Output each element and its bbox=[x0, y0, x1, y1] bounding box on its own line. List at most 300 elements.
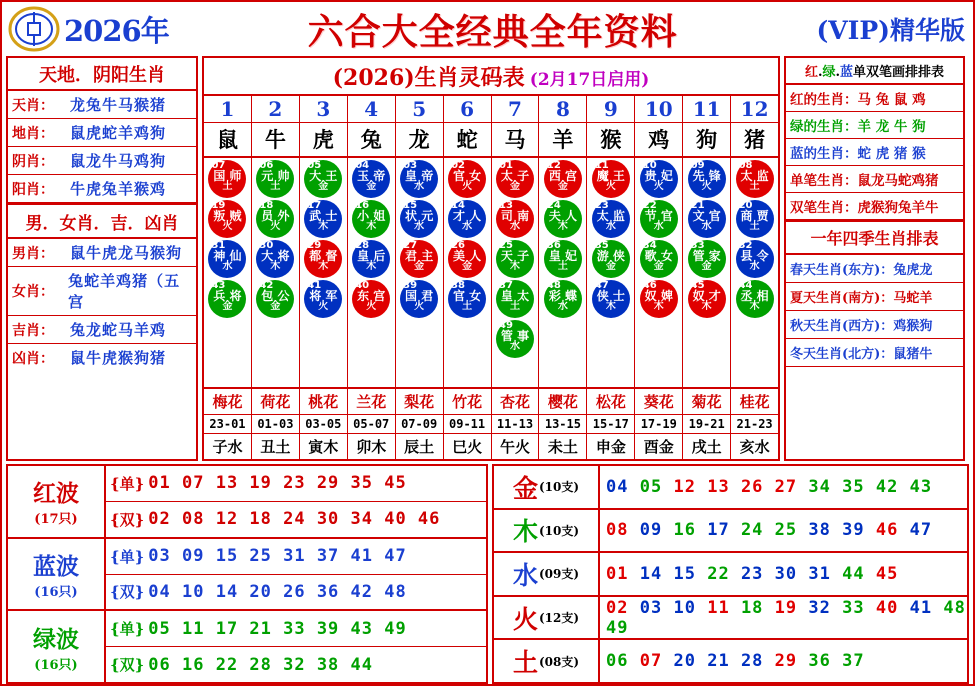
zodiac-column bbox=[348, 96, 396, 459]
ball-word: 兵 将 bbox=[213, 288, 242, 303]
number-ball[interactable] bbox=[400, 240, 438, 278]
ball-number: 06 bbox=[259, 160, 274, 171]
zodiac-name: 蛇 bbox=[444, 123, 491, 158]
ball-number: 43 bbox=[211, 280, 226, 291]
ball-element: 水 bbox=[653, 220, 664, 232]
element-number: 19 bbox=[774, 597, 798, 618]
ball-number: 01 bbox=[498, 160, 513, 171]
ball-list bbox=[587, 158, 634, 387]
zodiac-name: 羊 bbox=[539, 123, 586, 158]
ball-element: 木 bbox=[366, 220, 377, 232]
wave-name: 红波 bbox=[33, 480, 79, 508]
ball-number: 37 bbox=[498, 280, 513, 291]
ball-element: 水 bbox=[749, 260, 760, 272]
number-ball[interactable] bbox=[736, 240, 774, 278]
season-row bbox=[786, 339, 963, 367]
number-ball[interactable] bbox=[304, 200, 342, 238]
ball-element: 木 bbox=[318, 260, 329, 272]
column-index: 1 bbox=[204, 96, 251, 123]
element-name: 金 bbox=[512, 473, 538, 503]
bottom-section bbox=[6, 464, 969, 684]
element-number: 13 bbox=[707, 476, 730, 497]
number-ball[interactable] bbox=[256, 160, 294, 198]
number-ball[interactable] bbox=[304, 160, 342, 198]
center-panel bbox=[202, 56, 780, 461]
ball-element: 木 bbox=[557, 220, 568, 232]
number-ball[interactable] bbox=[208, 280, 246, 318]
element-number: 38 bbox=[808, 520, 831, 541]
branch-element: 辰土 bbox=[404, 438, 435, 456]
wave-line bbox=[106, 539, 486, 575]
left-panel bbox=[6, 56, 198, 461]
column-index: 2 bbox=[252, 96, 299, 123]
element-number: 22 bbox=[707, 563, 730, 584]
number-ball[interactable] bbox=[688, 200, 726, 238]
branch-element: 丑土 bbox=[260, 438, 291, 456]
season-row bbox=[786, 311, 963, 339]
wave-parity-tag: {单} bbox=[110, 547, 145, 566]
ball-element: 金 bbox=[366, 180, 377, 192]
number-ball[interactable] bbox=[400, 200, 438, 238]
element-numbers bbox=[600, 598, 967, 638]
number-ball[interactable] bbox=[592, 240, 630, 278]
ball-number: 48 bbox=[546, 280, 561, 291]
flower-name: 梨花 bbox=[396, 387, 443, 415]
ball-element: 土 bbox=[509, 300, 520, 312]
ball-number: 24 bbox=[546, 200, 561, 211]
ball-number: 18 bbox=[259, 200, 274, 211]
wave-parity-tag: {双} bbox=[110, 510, 145, 529]
ball-number: 40 bbox=[355, 280, 370, 291]
ball-list bbox=[635, 158, 682, 387]
element-table bbox=[492, 464, 969, 684]
flower-name: 桃花 bbox=[300, 387, 347, 415]
ball-number: 04 bbox=[355, 160, 370, 171]
ball-number: 05 bbox=[307, 160, 322, 171]
main-columns bbox=[6, 56, 969, 461]
hour-range: 19-21 bbox=[683, 415, 730, 434]
vip-badge: (VIP)精华版 bbox=[816, 16, 965, 45]
ball-word: 官 女 bbox=[452, 168, 482, 183]
element-number: 49 bbox=[606, 617, 629, 638]
ball-word: 元 帅 bbox=[261, 168, 290, 183]
ball-element: 火 bbox=[462, 180, 473, 192]
season-title: 一年四季生肖排表 bbox=[786, 220, 963, 255]
ball-word: 侠 士 bbox=[596, 288, 625, 303]
ball-element: 木 bbox=[509, 260, 520, 272]
number-ball[interactable] bbox=[592, 280, 630, 318]
ball-number: 23 bbox=[594, 200, 609, 211]
ball-number: 26 bbox=[451, 240, 465, 251]
zodiac-column bbox=[396, 96, 444, 459]
number-ball[interactable] bbox=[496, 240, 534, 278]
element-name: 水 bbox=[512, 560, 538, 590]
stroke-row bbox=[786, 193, 963, 220]
ball-element: 水 bbox=[462, 220, 473, 232]
ball-element: 金 bbox=[605, 260, 616, 272]
element-number: 12 bbox=[673, 476, 696, 497]
season-value: 马蛇羊 bbox=[893, 291, 933, 306]
page-header bbox=[4, 4, 971, 54]
ball-word: 状 元 bbox=[405, 208, 434, 223]
element-count: (09支) bbox=[538, 567, 580, 582]
row-value: 兔龙蛇马羊鸡 bbox=[70, 321, 167, 339]
ball-word: 皇 妃 bbox=[548, 248, 577, 263]
title-part-green: 绿 bbox=[822, 65, 836, 80]
element-count: (10支) bbox=[538, 523, 580, 538]
ball-list bbox=[683, 158, 730, 387]
flower-name: 菊花 bbox=[683, 387, 730, 415]
hour-range: 23-01 bbox=[204, 415, 251, 434]
ball-number: 49 bbox=[498, 320, 513, 331]
flower-name: 杏花 bbox=[492, 387, 539, 415]
ball-number: 32 bbox=[738, 240, 753, 251]
flower-name: 松花 bbox=[587, 387, 634, 415]
ball-element: 金 bbox=[462, 260, 473, 272]
ball-number: 17 bbox=[307, 200, 322, 211]
number-ball[interactable] bbox=[448, 200, 486, 238]
ball-number: 34 bbox=[642, 240, 657, 251]
number-ball[interactable] bbox=[400, 280, 438, 318]
wave-parity-tag: {单} bbox=[110, 620, 145, 639]
column-index: 11 bbox=[683, 96, 730, 123]
number-ball[interactable] bbox=[496, 160, 534, 198]
ball-word: 武 士 bbox=[309, 208, 338, 223]
column-index: 12 bbox=[731, 96, 778, 123]
ball-number: 44 bbox=[738, 280, 753, 291]
element-number: 44 bbox=[842, 563, 865, 584]
wave-line bbox=[106, 502, 486, 537]
list-item bbox=[8, 316, 196, 344]
wave-numbers: 06 16 22 28 32 38 44 bbox=[148, 654, 373, 675]
ball-number: 41 bbox=[307, 280, 322, 291]
left-panel-subtitle: 男．女肖．吉．凶肖 bbox=[8, 203, 196, 239]
number-ball[interactable] bbox=[544, 200, 582, 238]
number-ball[interactable] bbox=[208, 240, 246, 278]
zodiac-column bbox=[204, 96, 252, 459]
number-ball[interactable] bbox=[640, 280, 678, 318]
number-ball[interactable] bbox=[304, 240, 342, 278]
ball-word: 丞 相 bbox=[740, 288, 769, 303]
number-ball[interactable] bbox=[352, 280, 390, 318]
zodiac-column bbox=[539, 96, 587, 459]
hour-range: 01-03 bbox=[252, 415, 299, 434]
element-number: 40 bbox=[875, 597, 899, 618]
wave-count: (17只) bbox=[34, 512, 78, 528]
element-number: 47 bbox=[909, 520, 933, 541]
page-title: 六合大全经典全年资料 bbox=[307, 10, 678, 53]
ball-word: 文 官 bbox=[692, 208, 721, 223]
flower-name: 兰花 bbox=[348, 387, 395, 415]
number-ball[interactable] bbox=[448, 240, 486, 278]
ball-element: 火 bbox=[605, 180, 616, 192]
zodiac-column bbox=[731, 96, 778, 459]
element-name: 土 bbox=[512, 648, 538, 678]
wave-lines bbox=[106, 539, 486, 610]
number-ball[interactable] bbox=[736, 160, 774, 198]
ball-word: 先 锋 bbox=[692, 168, 721, 183]
wave-block bbox=[8, 539, 486, 612]
wave-numbers: 01 07 13 19 23 29 35 45 bbox=[148, 473, 407, 494]
element-number: 30 bbox=[774, 563, 798, 584]
row-label: 女肖： bbox=[12, 284, 54, 300]
number-ball[interactable] bbox=[640, 240, 678, 278]
element-numbers bbox=[600, 564, 967, 584]
ball-number: 30 bbox=[259, 240, 274, 251]
ball-word: 节 官 bbox=[644, 208, 673, 223]
element-row bbox=[494, 640, 967, 682]
element-number: 11 bbox=[707, 597, 730, 618]
ball-word: 太 监 bbox=[740, 168, 769, 183]
right-panel-title: 红.绿.蓝单双笔画排排表 bbox=[786, 58, 963, 85]
ball-element: 火 bbox=[318, 300, 329, 312]
wave-name-cell bbox=[8, 611, 106, 682]
number-ball[interactable] bbox=[640, 160, 678, 198]
ball-element: 木 bbox=[653, 300, 664, 312]
wave-numbers: 04 10 14 20 26 36 42 48 bbox=[148, 581, 407, 602]
season-label: 夏天生肖(南方)： bbox=[790, 291, 894, 306]
season-value: 鼠猪牛 bbox=[893, 347, 933, 362]
hour-range: 09-11 bbox=[444, 415, 491, 434]
element-number: 06 bbox=[606, 651, 629, 672]
ball-word: 将 军 bbox=[309, 288, 338, 303]
number-ball[interactable] bbox=[640, 200, 678, 238]
element-name-cell bbox=[494, 466, 600, 508]
wave-count: (16只) bbox=[34, 585, 78, 600]
ball-element: 金 bbox=[557, 180, 568, 192]
zodiac-name: 猴 bbox=[587, 123, 634, 158]
element-row bbox=[494, 553, 967, 597]
number-ball[interactable] bbox=[304, 280, 342, 318]
number-ball[interactable] bbox=[256, 240, 294, 278]
number-ball[interactable] bbox=[400, 160, 438, 198]
color-stroke-list bbox=[786, 85, 963, 220]
column-index: 10 bbox=[635, 96, 682, 123]
number-ball[interactable] bbox=[592, 160, 630, 198]
element-number: 34 bbox=[808, 476, 831, 497]
ball-word: 官 女 bbox=[452, 288, 482, 303]
ball-number: 28 bbox=[355, 240, 370, 251]
branch-element: 巳火 bbox=[452, 438, 483, 456]
ball-element: 火 bbox=[366, 300, 377, 312]
stroke-label: 红的生肖： bbox=[790, 92, 858, 108]
ball-element: 土 bbox=[462, 300, 473, 312]
row-value: 鼠龙牛马鸡狗 bbox=[70, 152, 167, 170]
number-ball[interactable] bbox=[352, 240, 390, 278]
season-label: 春天生肖(东方)： bbox=[790, 263, 894, 278]
number-ball[interactable] bbox=[496, 320, 534, 358]
hour-range: 17-19 bbox=[635, 415, 682, 434]
wave-name-cell bbox=[8, 539, 106, 610]
list-item bbox=[8, 147, 196, 175]
number-ball[interactable] bbox=[736, 200, 774, 238]
element-name-cell bbox=[494, 553, 600, 595]
row-label: 地肖： bbox=[12, 125, 54, 142]
column-index: 4 bbox=[348, 96, 395, 123]
branch-element: 午火 bbox=[499, 438, 530, 456]
zodiac-name: 虎 bbox=[300, 123, 347, 158]
ball-number: 20 bbox=[738, 200, 753, 211]
element-number: 29 bbox=[774, 651, 798, 672]
wave-lines bbox=[106, 466, 486, 537]
ball-element: 火 bbox=[414, 300, 425, 312]
ball-element: 金 bbox=[414, 260, 425, 272]
element-number: 43 bbox=[909, 476, 933, 497]
hour-range: 03-05 bbox=[300, 415, 347, 434]
element-number: 28 bbox=[740, 651, 764, 672]
ball-word: 大 王 bbox=[309, 168, 338, 183]
season-value: 鸡猴狗 bbox=[893, 319, 933, 334]
ball-list bbox=[731, 158, 778, 387]
ball-number: 12 bbox=[546, 160, 561, 171]
ball-element: 水 bbox=[557, 300, 568, 312]
ball-element: 土 bbox=[749, 220, 760, 232]
element-number: 02 bbox=[606, 597, 629, 618]
ball-number: 10 bbox=[642, 160, 657, 171]
number-ball[interactable] bbox=[256, 280, 294, 318]
branch-element: 亥水 bbox=[739, 438, 770, 456]
branch-element: 申金 bbox=[595, 438, 626, 456]
number-ball[interactable] bbox=[592, 200, 630, 238]
ball-number: 09 bbox=[690, 160, 705, 171]
ball-list bbox=[444, 158, 491, 387]
ball-number: 13 bbox=[498, 200, 513, 211]
column-index: 9 bbox=[587, 96, 634, 123]
number-ball[interactable] bbox=[496, 280, 534, 318]
number-ball[interactable] bbox=[448, 280, 486, 318]
element-name-cell bbox=[494, 640, 600, 682]
right-panel bbox=[784, 56, 965, 461]
ball-word: 彩 蝶 bbox=[548, 288, 577, 303]
number-ball[interactable] bbox=[208, 160, 246, 198]
ball-word: 神 仙 bbox=[213, 248, 242, 263]
ball-word: 皇 后 bbox=[357, 248, 386, 263]
hour-range: 13-15 bbox=[539, 415, 586, 434]
ball-element: 金 bbox=[509, 180, 520, 192]
ball-number: 35 bbox=[594, 240, 609, 251]
ball-word: 美 人 bbox=[452, 248, 482, 263]
ball-word: 包 公 bbox=[261, 288, 290, 303]
element-number: 33 bbox=[842, 597, 865, 618]
wave-lines bbox=[106, 611, 486, 682]
element-number: 14 bbox=[639, 563, 663, 584]
stroke-label: 双笔生肖： bbox=[790, 200, 858, 216]
element-row bbox=[494, 597, 967, 641]
ball-word: 西 宫 bbox=[548, 168, 577, 183]
ball-word: 才 人 bbox=[452, 208, 482, 223]
list-item bbox=[8, 119, 196, 147]
ball-word: 歌 女 bbox=[644, 248, 673, 263]
center-title-sub: (2月17日启用) bbox=[529, 70, 650, 90]
column-index: 6 bbox=[444, 96, 491, 123]
flower-name: 梅花 bbox=[204, 387, 251, 415]
element-number: 18 bbox=[740, 597, 764, 618]
ball-list bbox=[204, 158, 251, 387]
zodiac-name: 马 bbox=[492, 123, 539, 158]
ball-element: 木 bbox=[318, 220, 329, 232]
hour-range: 21-23 bbox=[731, 415, 778, 434]
number-ball[interactable] bbox=[736, 280, 774, 318]
number-ball[interactable] bbox=[688, 160, 726, 198]
number-ball[interactable] bbox=[544, 240, 582, 278]
zodiac-column bbox=[683, 96, 731, 459]
element-name: 木 bbox=[512, 517, 538, 547]
wave-line bbox=[106, 611, 486, 647]
ball-element: 土 bbox=[749, 180, 760, 192]
ball-number: 45 bbox=[690, 280, 705, 291]
ball-element: 金 bbox=[653, 260, 664, 272]
ball-word: 魔 王 bbox=[596, 168, 625, 183]
row-value: 龙兔牛马猴猪 bbox=[70, 96, 167, 114]
ball-element: 火 bbox=[701, 180, 712, 192]
element-number: 21 bbox=[707, 651, 730, 672]
number-ball[interactable] bbox=[448, 160, 486, 198]
zodiac-name: 兔 bbox=[348, 123, 395, 158]
ball-word: 商 贾 bbox=[740, 208, 769, 223]
branch-element: 子水 bbox=[212, 438, 243, 456]
ball-word: 玉 帝 bbox=[357, 168, 386, 183]
element-name: 火 bbox=[512, 604, 538, 634]
ball-list bbox=[348, 158, 395, 387]
title-part-red: 红 bbox=[804, 65, 818, 80]
wave-parity-tag: {双} bbox=[110, 583, 145, 602]
element-numbers bbox=[600, 520, 967, 540]
element-row bbox=[494, 510, 967, 554]
stroke-value: 鼠龙马蛇鸡猪 bbox=[857, 173, 939, 189]
list-item bbox=[8, 267, 196, 316]
number-ball[interactable] bbox=[688, 280, 726, 318]
ball-word: 国 君 bbox=[405, 288, 434, 303]
title-part-rest: 单双笔画排排表 bbox=[853, 65, 945, 80]
stroke-row bbox=[786, 85, 963, 112]
element-number: 05 bbox=[639, 476, 663, 497]
ball-word: 君 主 bbox=[405, 248, 434, 263]
ball-element: 水 bbox=[605, 220, 616, 232]
element-number: 27 bbox=[774, 476, 798, 497]
number-ball[interactable] bbox=[256, 200, 294, 238]
ball-number: 19 bbox=[211, 200, 226, 211]
element-number: 25 bbox=[774, 520, 798, 541]
branch-element: 寅木 bbox=[308, 438, 339, 456]
number-ball[interactable] bbox=[496, 200, 534, 238]
number-ball[interactable] bbox=[544, 160, 582, 198]
zodiac-column bbox=[492, 96, 540, 459]
ball-element: 水 bbox=[509, 340, 520, 352]
element-number: 15 bbox=[673, 563, 696, 584]
list-item bbox=[8, 239, 196, 267]
ball-word: 太 子 bbox=[500, 168, 530, 183]
ball-word: 奴 才 bbox=[692, 288, 721, 303]
element-number: 31 bbox=[808, 563, 831, 584]
ball-number: 31 bbox=[211, 240, 226, 251]
list-item bbox=[8, 91, 196, 119]
stroke-value: 虎猴狗兔羊牛 bbox=[857, 200, 939, 216]
ball-number: 25 bbox=[498, 240, 513, 251]
element-number: 01 bbox=[606, 563, 629, 584]
zodiac-column bbox=[252, 96, 300, 459]
number-ball[interactable] bbox=[688, 240, 726, 278]
number-ball[interactable] bbox=[544, 280, 582, 318]
column-index: 3 bbox=[300, 96, 347, 123]
element-number: 04 bbox=[606, 476, 629, 497]
ball-element: 木 bbox=[270, 260, 281, 272]
number-ball[interactable] bbox=[352, 160, 390, 198]
number-ball[interactable] bbox=[352, 200, 390, 238]
season-label: 秋天生肖(西方)： bbox=[790, 319, 894, 334]
ball-word: 都 督 bbox=[309, 248, 338, 263]
number-ball[interactable] bbox=[208, 200, 246, 238]
ball-number: 29 bbox=[307, 240, 322, 251]
